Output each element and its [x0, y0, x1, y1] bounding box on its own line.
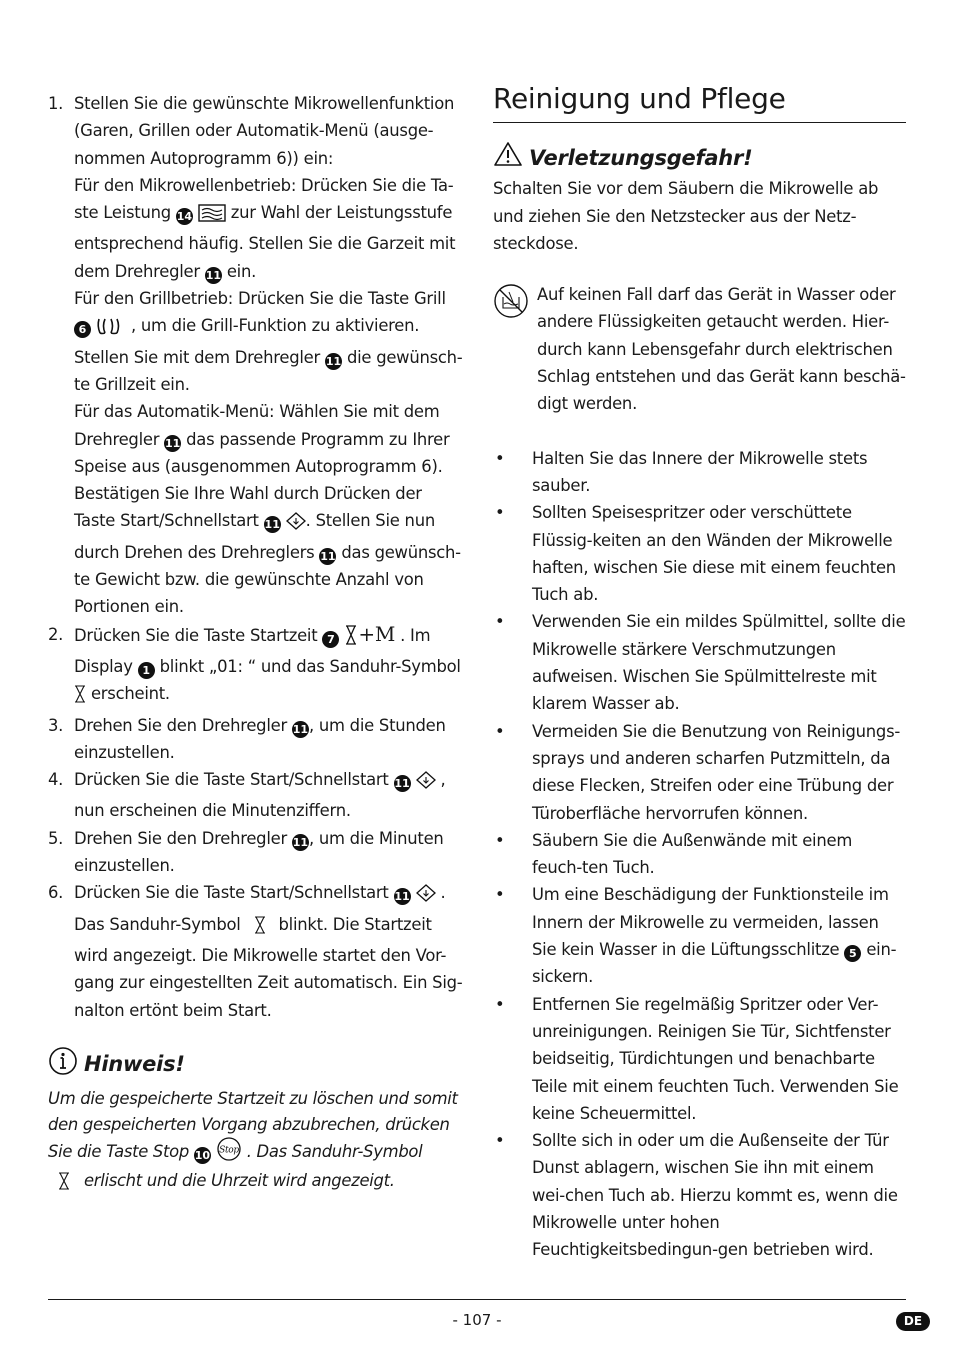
svg-text:Stop: Stop — [218, 1145, 239, 1156]
step-5: 5. Drehen Sie den Drehregler 11, um die Minuten einzustellen. — [48, 825, 464, 880]
list-item: • Vermeiden Sie die Benutzung von Reinigungs-sprays und anderen scharfen Putzmitteln, da diese Flecken, Streifen oder eine Trübung der Türoberfläche hervorrufen können. — [493, 718, 906, 827]
step-6: 6. Drücken Sie die Taste Start/Schnellstart 11 . Das Sanduhr-Symbol blinkt. Die Startzeit wird angezeigt. Die Mikrowelle startet den Vor-gang zur eingestellten Zeit automatisch. Ein Sig-nalton ertönt beim Start. — [48, 879, 464, 1023]
no-water-immersion-icon — [493, 281, 537, 417]
step-3: 3. Drehen Sie den Drehregler 11, um die Stunden einzustellen. — [48, 712, 464, 767]
step-number: 5. — [48, 828, 64, 848]
list-item: • Entfernen Sie regelmäßig Spritzer oder Ver-unreinigungen. Reinigen Sie Tür, Sichtfenster beidseitig, Türdichtungen und benachbarte Teile mit einem feuchten Tuch. Verwenden Sie keine Scheuermittel. — [493, 991, 906, 1127]
start-diamond-icon — [416, 883, 436, 910]
step-number: 4. — [48, 770, 64, 790]
step-1-auto: Für das Automatik-Menü: Wählen Sie mit dem Drehregler 11 das passende Programm zu Ihrer Speise aus (ausgenommen Autoprogramm 6). Bestätigen Sie Ihre Wahl durch Drücken der Taste Start/Schnellstart 11 . Stellen Sie nun durch Drehen des Drehreglers 11 das gewünsch-te Gewicht bzw. die gewünschte Anzahl von Portionen ein. — [74, 402, 461, 617]
step-4: 4. Drücken Sie die Taste Start/Schnellstart 11 , nun erscheinen die Minutenziffern. — [48, 766, 464, 825]
marker-11: 11 — [165, 436, 181, 450]
marker-11: 11 — [264, 518, 280, 532]
list-item: • Um eine Beschädigung der Funktionsteile im Innern der Mikrowelle zu vermeiden, lassen Sie kein Wasser in die Lüftungsschlitze 5 ein-sickern. — [493, 881, 906, 990]
marker-1: 1 — [138, 662, 155, 679]
no-water-note — [493, 281, 906, 417]
marker-11: 11 — [205, 268, 222, 282]
section-title: Reinigung und Pflege — [493, 80, 906, 123]
marker-11: 11 — [320, 549, 336, 563]
left-column — [48, 90, 464, 1198]
right-column — [493, 80, 906, 1264]
step-1-microwave: Für den Mikrowellenbetrieb: Drücken Sie die Ta-ste Leistung 14 zur Wahl der Leistungsstufe entsprechend häufig. Stellen Sie die Garzeit mit dem Drehregler 11 ein. — [74, 175, 456, 282]
list-item: • Sollten Speisespritzer oder verschüttete Flüssig-keiten an den Wänden der Mikrowelle haften, wischen Sie diese mit einem feuchten Tuch ab. — [493, 499, 906, 608]
marker-14: 14 — [176, 210, 193, 224]
marker-11: 11 — [292, 722, 309, 736]
hinweis-text: Um die gespeicherte Startzeit zu löschen und somit den gespeicherten Vorgang abzubrechen, drücken Sie die Taste Stop 10 Stop . Das Sanduhr-Symbol erlischt und die Uhrzeit wird angezeigt. — [48, 1086, 464, 1198]
warning-title: Verletzungsgefahr! — [529, 145, 753, 170]
language-badge: DE — [896, 1312, 930, 1331]
step-1 — [48, 90, 464, 621]
start-diamond-icon — [286, 511, 306, 538]
warning-triangle-icon — [493, 141, 523, 175]
step-number: 1. — [48, 94, 64, 113]
list-item: • Säubern Sie die Außenwände mit einem feuch-ten Tuch. — [493, 827, 906, 882]
stop-button-icon — [216, 1137, 242, 1168]
step-number: 3. — [48, 715, 64, 735]
start-diamond-icon — [416, 770, 436, 797]
marker-6: 6 — [74, 321, 91, 338]
instruction-steps — [48, 90, 464, 1024]
no-water-text: Auf keinen Fall darf das Gerät in Wasser oder andere Flüssigkeiten getaucht werden. Hier-durch kann Lebensgefahr durch elektrischen Schlag entstehen und das Gerät kann beschä-digt werden. — [537, 285, 906, 414]
hourglass-icon — [58, 1172, 70, 1197]
warning-text: Schalten Sie vor dem Säubern die Mikrowelle ab und ziehen Sie den Netzstecker aus der Netz-steckdose. — [493, 179, 879, 253]
hinweis-box — [48, 1046, 464, 1198]
hourglass-icon — [344, 625, 358, 653]
marker-11: 11 — [325, 354, 342, 368]
step-2: 2. Drücken Sie die Taste Startzeit 7 +M . Im Display 1 blinkt „01: “ und das Sanduhr-Symbol erscheint. — [48, 621, 464, 712]
list-item: • Verwenden Sie ein mildes Spülmittel, sollte die Mikrowelle stärkere Verschmutzungen aufweisen. Wischen Sie Spülmittelreste mit klarem Wasser ab. — [493, 608, 906, 717]
power-level-icon — [198, 203, 226, 230]
marker-10: 10 — [194, 1148, 211, 1162]
marker-11: 11 — [292, 835, 309, 849]
grill-icon — [96, 316, 126, 343]
marker-11: 11 — [394, 890, 410, 904]
step-1-grill: Für den Grillbetrieb: Drücken Sie die Taste Grill 6 , um die Grill-Funktion zu aktivieren. Stellen Sie mit dem Drehregler 11 die gewünsch-te Grillzeit ein. — [74, 289, 463, 394]
plus-m-label: +M — [358, 621, 396, 646]
hinweis-title: Hinweis! — [84, 1052, 185, 1077]
step-1-intro: Stellen Sie die gewünschte Mikrowellenfunktion (Garen, Grillen oder Automatik-Menü (ausge-nommen Autoprogramm 6)) ein: — [74, 94, 455, 168]
hinweis-header — [48, 1046, 464, 1084]
list-item: • Sollte sich in oder um die Außenseite der Tür Dunst ablagern, wischen Sie ihn mit einem wei-chen Tuch ab. Hierzu kommt es, wenn die Mikrowelle unter hohen Feuchtigkeitsbedingun-gen betrieben wird. — [493, 1127, 906, 1263]
warning-header — [493, 141, 906, 175]
hourglass-icon — [74, 684, 86, 711]
marker-5: 5 — [844, 945, 861, 962]
page-number: - 107 - — [452, 1311, 502, 1329]
step-number: 2. — [48, 624, 64, 644]
info-icon — [48, 1046, 78, 1084]
footer-divider — [48, 1299, 906, 1300]
list-item: • Halten Sie das Innere der Mikrowelle stets sauber. — [493, 445, 906, 500]
marker-7: 7 — [322, 631, 339, 648]
step-number: 6. — [48, 883, 64, 903]
marker-11: 11 — [394, 777, 410, 791]
care-bullet-list — [493, 445, 906, 1264]
hourglass-icon — [254, 915, 266, 942]
